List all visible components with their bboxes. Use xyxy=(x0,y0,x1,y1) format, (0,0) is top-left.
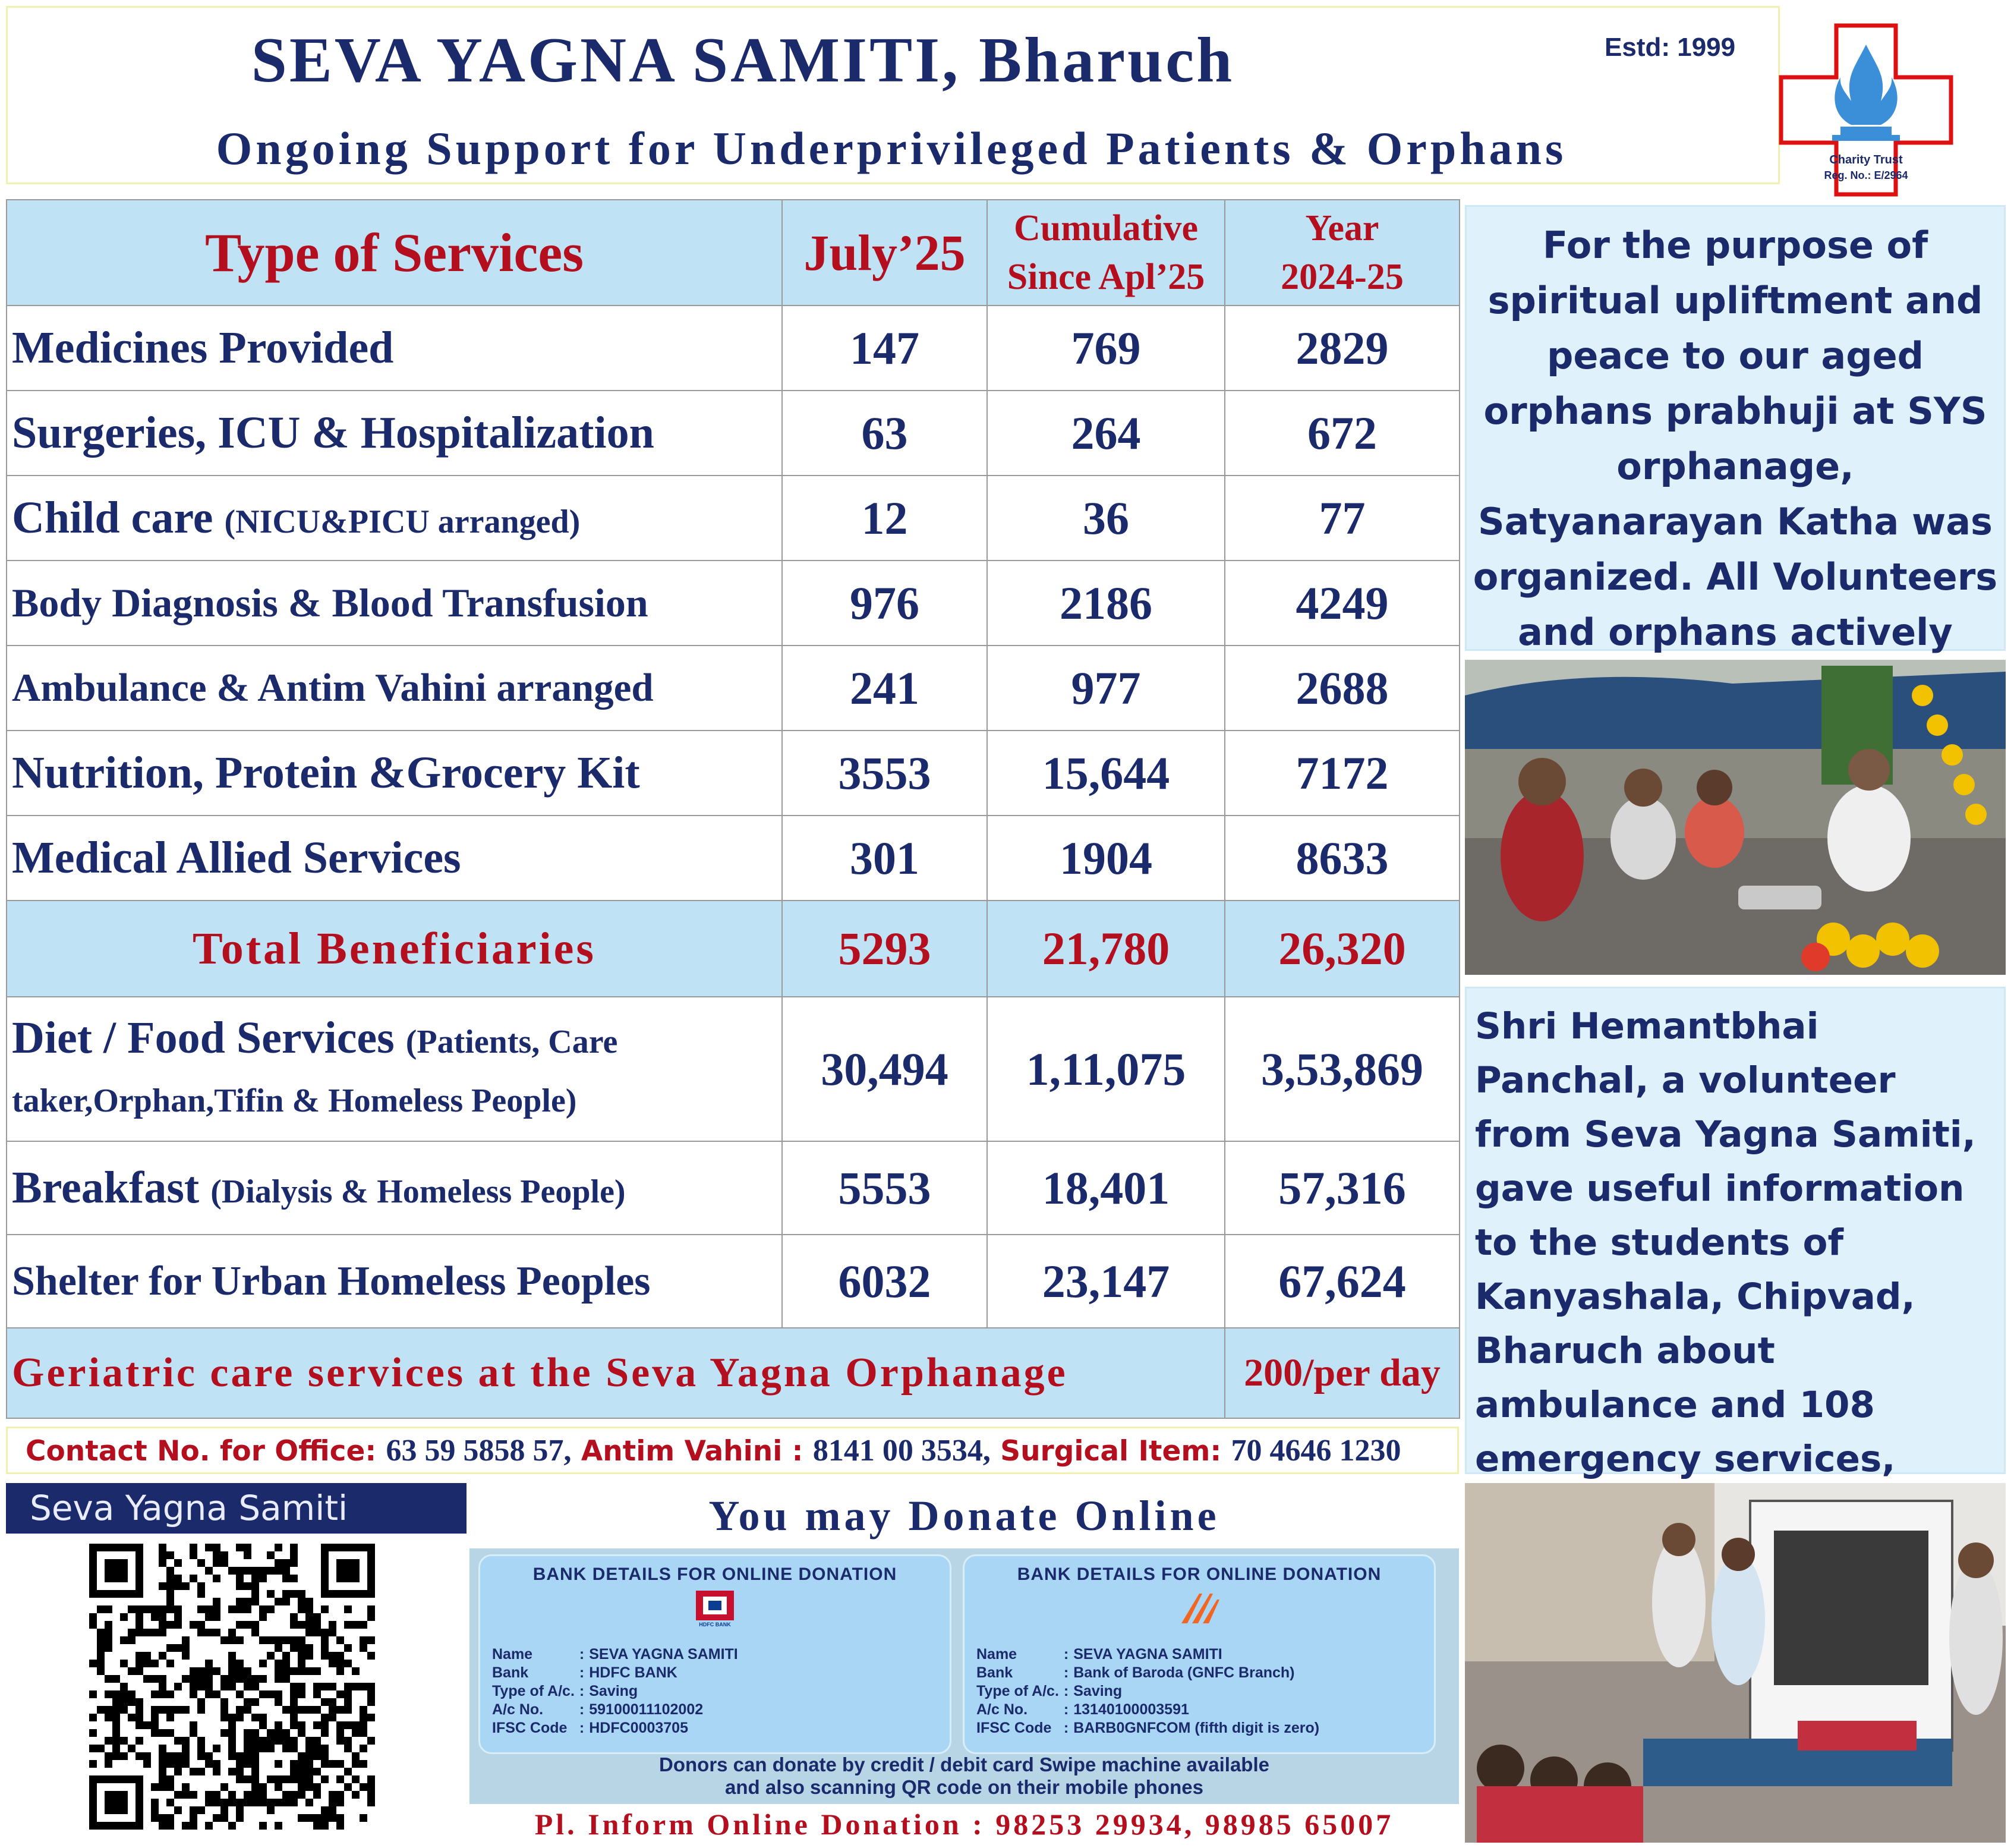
header-year-line1: Year xyxy=(1305,208,1379,248)
row-surgeries-cum: 264 xyxy=(987,391,1225,476)
row-childcare-july: 12 xyxy=(782,476,987,561)
row-childcare-note: (NICU&PICU arranged) xyxy=(224,503,581,540)
row-medicines-label: Medicines Provided xyxy=(7,306,782,391)
row-ambulance-year: 2688 xyxy=(1225,646,1460,731)
bob-bank-label: Bank xyxy=(976,1664,1013,1681)
bob-name-label: Name xyxy=(976,1646,1017,1663)
row-diagnosis-label: Body Diagnosis & Blood Transfusion xyxy=(7,561,782,646)
hdfc-logo-icon xyxy=(691,1591,739,1627)
surgical-item-number[interactable]: 70 4646 1230 xyxy=(1231,1434,1401,1468)
row-diagnosis-july: 976 xyxy=(782,561,987,646)
contact-strip xyxy=(6,1427,1459,1474)
row-surgeries-label: Surgeries, ICU & Hospitalization xyxy=(7,391,782,476)
row-shelter-july: 6032 xyxy=(782,1235,987,1328)
bob-type-label: Type of A/c. xyxy=(976,1683,1059,1699)
logo-reg: Reg. No.: E/2964 xyxy=(1824,169,1908,181)
geriatric-row xyxy=(7,1328,1460,1418)
row-ambulance-july: 241 xyxy=(782,646,987,731)
row-childcare-year: 77 xyxy=(1225,476,1460,561)
bob-name-value: SEVA YAGNA SAMITI xyxy=(1073,1646,1222,1663)
row-breakfast-july: 5553 xyxy=(782,1141,987,1235)
row-diet-year: 3,53,869 xyxy=(1225,997,1460,1141)
row-breakfast-note: (Dialysis & Homeless People) xyxy=(210,1173,626,1210)
logo-text: Charity Trust xyxy=(1829,153,1903,166)
row-nutrition-cum: 15,644 xyxy=(987,731,1225,816)
header-july: July’25 xyxy=(782,200,987,306)
row-diet-note: (Patients, Care taker,Orphan,Tifin & Homeless People) xyxy=(12,1023,618,1119)
hdfc-acno-label: A/c No. xyxy=(492,1701,544,1718)
hdfc-bank-card xyxy=(478,1554,951,1754)
bob-card-title: BANK DETAILS FOR ONLINE DONATION xyxy=(1017,1564,1382,1584)
total-year: 26,320 xyxy=(1225,901,1460,997)
table-row xyxy=(7,1235,1460,1328)
hdfc-ifsc-label: IFSC Code xyxy=(492,1720,568,1736)
row-nutrition-year: 7172 xyxy=(1225,731,1460,816)
row-diet-july: 30,494 xyxy=(782,997,987,1141)
hdfc-ifsc-value: HDFC0003705 xyxy=(589,1720,688,1736)
bob-bank-value: Bank of Baroda (GNFC Branch) xyxy=(1073,1664,1295,1681)
geriatric-label: Geriatric care services at the Seva Yagna Orphanage xyxy=(7,1328,1225,1418)
office-contact-number[interactable]: 63 59 5858 57, xyxy=(386,1434,572,1468)
hdfc-name-value: SEVA YAGNA SAMITI xyxy=(589,1646,738,1663)
header-cumulative-line2: Since Apl’25 xyxy=(1007,257,1205,297)
row-shelter-year: 67,624 xyxy=(1225,1235,1460,1328)
antim-vahini-label: Antim Vahini : xyxy=(581,1435,803,1468)
table-row xyxy=(7,476,1460,561)
row-breakfast-cum: 18,401 xyxy=(987,1141,1225,1235)
row-breakfast-label: Breakfast xyxy=(12,1163,200,1213)
services-table xyxy=(6,199,1460,1419)
antim-vahini-number[interactable]: 8141 00 3534, xyxy=(812,1434,991,1468)
row-allied-year: 8633 xyxy=(1225,816,1460,901)
established-year: Estd: 1999 xyxy=(1605,33,1736,62)
total-row xyxy=(7,901,1460,997)
hdfc-details: Name : SEVA YAGNA SAMITI Bank : HDFC BANK Type of A/c. : Saving A/c No. : 59100011102002 IFSC Code : HDFC0003705 xyxy=(492,1645,743,1737)
katha-description: For the purpose of spiritual upliftment and peace to our aged orphans prabhuji at SYS orphanage, Satyanarayan Katha was organized. All Volunteers and orphans actively xyxy=(1465,205,2006,651)
row-breakfast-year: 57,316 xyxy=(1225,1141,1460,1235)
hdfc-bank-label: Bank xyxy=(492,1664,529,1681)
surgical-item-label: Surgical Item: xyxy=(1000,1435,1222,1468)
row-allied-july: 301 xyxy=(782,816,987,901)
geriatric-value: 200/per day xyxy=(1225,1328,1460,1418)
total-july: 5293 xyxy=(782,901,987,997)
bob-details: Name : SEVA YAGNA SAMITI Bank : Bank of Baroda (GNFC Branch) Type of A/c. : Saving A/c No. : 13140100003591 IFSC Code : BARB0GNFCOM (fifth digit is zero) xyxy=(976,1645,1324,1737)
page-title: SEVA YAGNA SAMITI, Bharuch xyxy=(251,25,1235,96)
donation-qr-code[interactable] xyxy=(24,1537,440,1837)
hdfc-card-title: BANK DETAILS FOR ONLINE DONATION xyxy=(532,1564,897,1584)
row-allied-label: Medical Allied Services xyxy=(7,816,782,901)
row-surgeries-year: 672 xyxy=(1225,391,1460,476)
donation-note-line2: and also scanning QR code on their mobile phones xyxy=(725,1776,1203,1798)
row-diet-cum: 1,11,075 xyxy=(987,997,1225,1141)
donate-title: You may Donate Online xyxy=(708,1492,1220,1540)
table-row xyxy=(7,997,1460,1141)
row-childcare-cell xyxy=(7,476,782,561)
bob-ifsc-label: IFSC Code xyxy=(976,1720,1052,1736)
row-ambulance-label: Ambulance & Antim Vahini arranged xyxy=(7,646,782,731)
table-row xyxy=(7,1141,1460,1235)
header-year xyxy=(1225,200,1460,306)
ambulance-photo xyxy=(1465,1483,2006,1843)
bank-details-panel xyxy=(469,1548,1459,1804)
total-cum: 21,780 xyxy=(987,901,1225,997)
row-diet-label: Diet / Food Services xyxy=(12,1012,395,1063)
table-header-row xyxy=(7,200,1460,306)
hdfc-name-label: Name xyxy=(492,1646,533,1663)
charity-logo xyxy=(1774,21,1958,199)
header-year-line2: 2024-25 xyxy=(1281,257,1404,297)
office-contact-label: Contact No. for Office: xyxy=(26,1435,377,1468)
bob-bank-card xyxy=(963,1554,1436,1754)
row-diagnosis-year: 4249 xyxy=(1225,561,1460,646)
bob-ifsc-value: BARB0GNFCOM (fifth digit is zero) xyxy=(1073,1720,1320,1736)
row-nutrition-label: Nutrition, Protein &Grocery Kit xyxy=(7,731,782,816)
bob-acno-value: 13140100003591 xyxy=(1073,1701,1189,1718)
qr-title: Seva Yagna Samiti xyxy=(6,1483,467,1534)
bob-type-value: Saving xyxy=(1073,1683,1123,1699)
hdfc-bank-value: HDFC BANK xyxy=(589,1664,677,1681)
table-row xyxy=(7,306,1460,391)
qr-code-icon xyxy=(24,1537,440,1837)
row-diagnosis-cum: 2186 xyxy=(987,561,1225,646)
table-row xyxy=(7,646,1460,731)
header-cumulative-line1: Cumulative xyxy=(1014,208,1198,248)
row-childcare-label: Child care xyxy=(12,493,213,543)
page-subtitle: Ongoing Support for Underprivileged Patients & Orphans xyxy=(216,122,1567,174)
row-shelter-label: Shelter for Urban Homeless Peoples xyxy=(7,1235,782,1328)
katha-photo xyxy=(1465,660,2006,975)
table-row xyxy=(7,391,1460,476)
row-shelter-cum: 23,147 xyxy=(987,1235,1225,1328)
row-nutrition-july: 3553 xyxy=(782,731,987,816)
table-row xyxy=(7,731,1460,816)
row-allied-cum: 1904 xyxy=(987,816,1225,901)
row-ambulance-cum: 977 xyxy=(987,646,1225,731)
row-diet-cell xyxy=(7,997,782,1141)
row-medicines-july: 147 xyxy=(782,306,987,391)
header-cumulative xyxy=(987,200,1225,306)
bob-acno-label: A/c No. xyxy=(976,1701,1028,1718)
hdfc-logo-text: HDFC BANK xyxy=(699,1622,731,1627)
ambulance-awareness-description: Shri Hemantbhai Panchal, a volunteer from Seva Yagna Samiti, gave useful information to the students of Kanyashala, Chipvad, Bharuch about ambulance and 108 emergency services, xyxy=(1465,987,2006,1474)
header-type: Type of Services xyxy=(7,200,782,306)
table-row xyxy=(7,816,1460,901)
table-row xyxy=(7,561,1460,646)
row-surgeries-july: 63 xyxy=(782,391,987,476)
inform-donation-contact: Pl. Inform Online Donation : 98253 29934, 98985 65007 xyxy=(534,1808,1394,1841)
row-medicines-year: 2829 xyxy=(1225,306,1460,391)
total-label: Total Beneficiaries xyxy=(7,901,782,997)
donation-note-line1: Donors can donate by credit / debit card Swipe machine available xyxy=(659,1753,1269,1775)
row-childcare-cum: 36 xyxy=(987,476,1225,561)
row-breakfast-cell xyxy=(7,1141,782,1235)
hdfc-type-value: Saving xyxy=(589,1683,638,1699)
hdfc-type-label: Type of A/c. xyxy=(492,1683,575,1699)
hdfc-acno-value: 59100011102002 xyxy=(589,1701,704,1718)
bank-of-baroda-logo-icon xyxy=(1175,1591,1223,1627)
donation-note xyxy=(469,1753,1459,1799)
row-medicines-cum: 769 xyxy=(987,306,1225,391)
